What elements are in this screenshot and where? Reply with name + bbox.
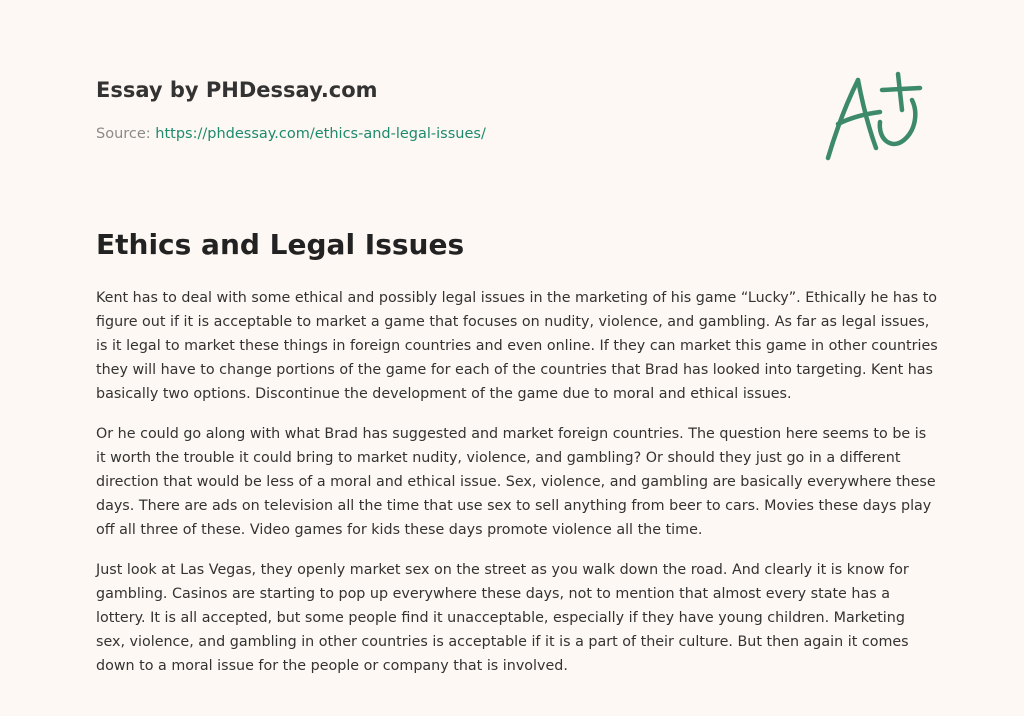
paragraph: Or he could go along with what Brad has suggested and market foreign countries. The question here seems to be is it worth the trouble it could bring to market nudity, violence, and gambling? Or should they just go in a different direction that would be less of a moral and ethical issue. Sex, violence, and gambling are basically everywhere these days. There are ads on television all the time that use sex to sell anything from beer to cars. Movies these days play off all three of these. Video games for kids these days promote violence all the time.	[96, 426, 936, 538]
source-line	[96, 124, 796, 144]
paragraph: Kent has to deal with some ethical and possibly legal issues in the marketing of his game “Lucky”. Ethically he has to figure out if it is acceptable to market a game that focuses on nudity, violence, and gambling. As far as legal issues, is it legal to market these things in foreign countries and even online. If they can market this game in other countries they will have to change portions of the game for each of the countries that Brad has looked into targeting. Kent has basically two options. Discontinue the development of the game due to moral and ethical issues.	[96, 290, 938, 402]
article-title: Ethics and Legal Issues	[96, 228, 465, 261]
page-header	[96, 76, 796, 144]
site-title: Essay by PHDessay.com	[96, 78, 378, 102]
article-body	[96, 286, 938, 694]
a-plus-logo-icon	[818, 66, 928, 166]
source-link[interactable]: https://phdessay.com/ethics-and-legal-issues/	[155, 126, 486, 142]
paragraph: Just look at Las Vegas, they openly market sex on the street as you walk down the road. And clearly it is know for gambling. Casinos are starting to pop up everywhere these days, not to mention that almost every state has a lottery. It is all accepted, but some people find it unacceptable, especially if they have young children. Marketing sex, violence, and gambling in other countries is acceptable if it is a part of their culture. But then again it comes down to a moral issue for the people or company that is involved.	[96, 562, 909, 674]
source-label: Source:	[96, 126, 151, 142]
